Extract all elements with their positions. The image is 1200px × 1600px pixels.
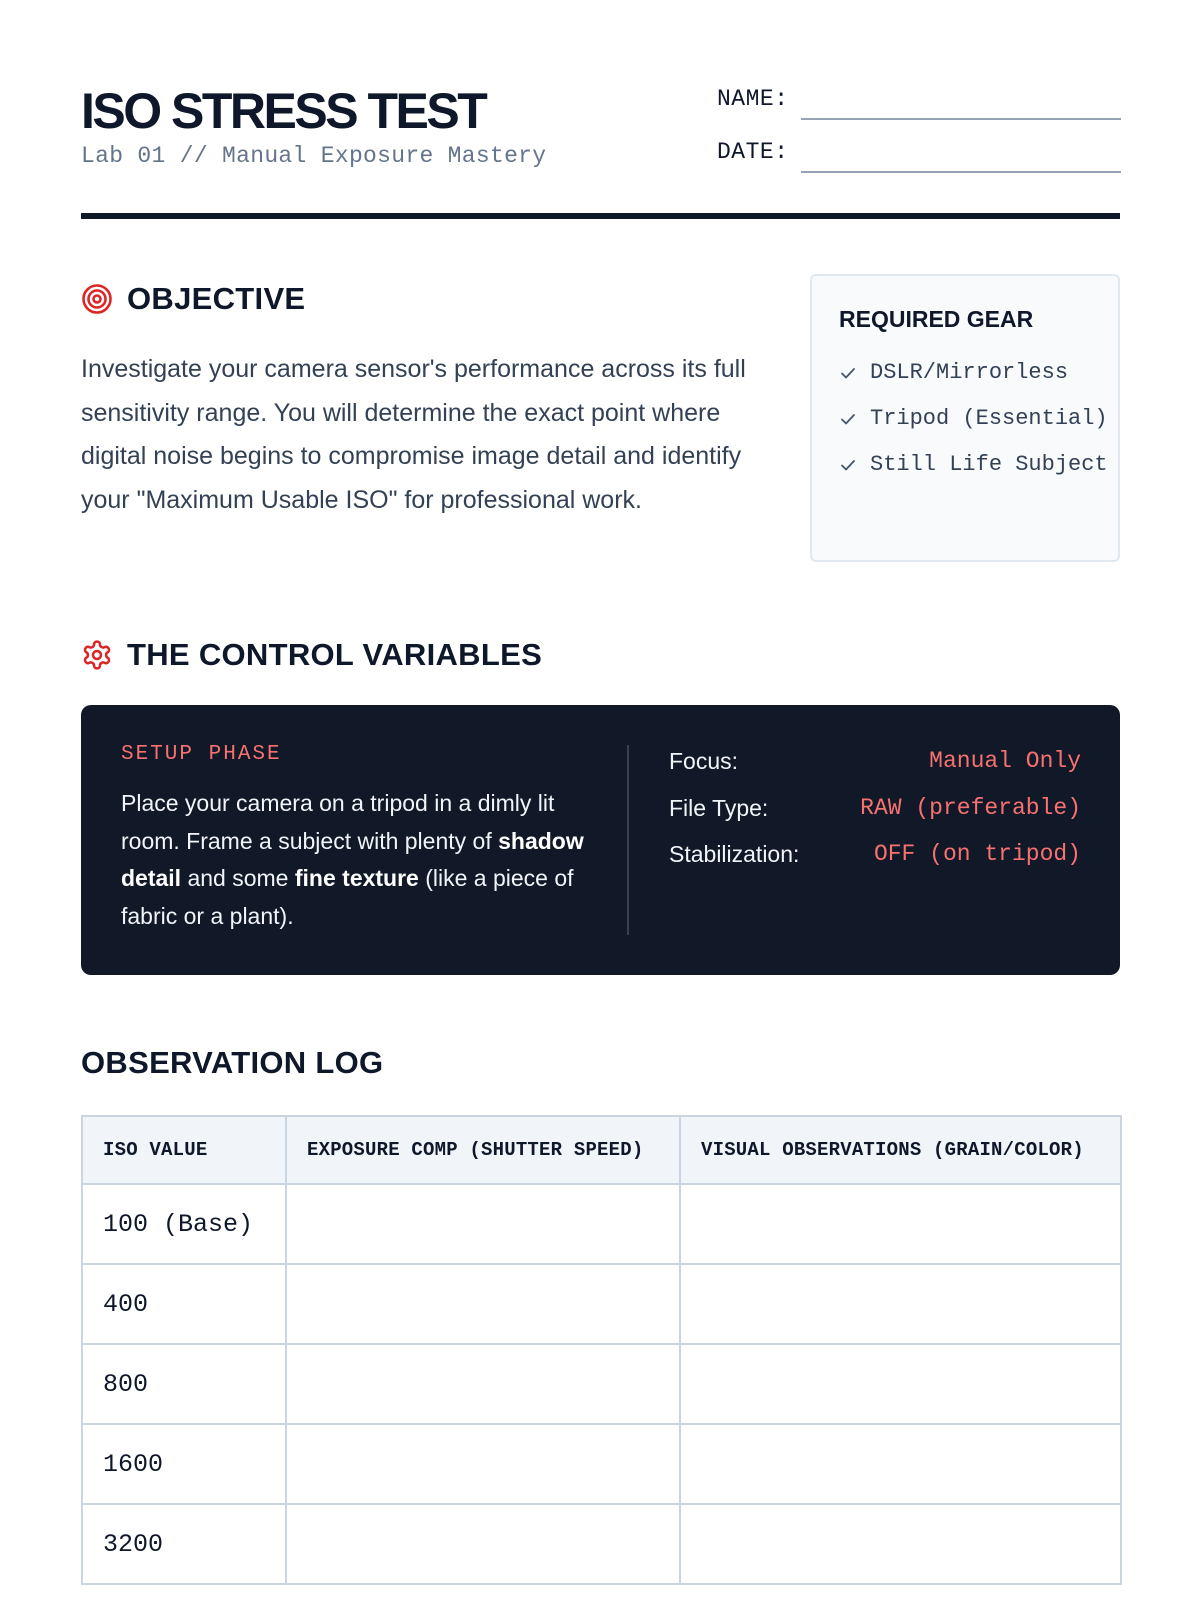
gear-item	[839, 448, 1109, 481]
setup-phase-label: SETUP PHASE	[121, 743, 282, 766]
header	[81, 0, 1120, 222]
visual-observations-cell[interactable]	[680, 1184, 1121, 1264]
table-row	[82, 1344, 1121, 1424]
header-divider	[81, 213, 1120, 219]
table-row	[82, 1504, 1121, 1584]
column-header-observations: VISUAL OBSERVATIONS (GRAIN/COLOR)	[680, 1116, 1121, 1184]
variable-value: Manual Only	[929, 748, 1081, 774]
setup-text-1: Place your camera on a tripod in a dimly lit room. Frame a subject with plenty of	[121, 790, 555, 854]
objective-title: OBJECTIVE	[127, 281, 306, 316]
gear-item-label: DSLR/Mirrorless	[870, 360, 1069, 385]
controls-title: THE CONTROL VARIABLES	[127, 637, 543, 672]
observation-log-title: OBSERVATION LOG	[81, 1045, 384, 1080]
setup-text-2: and some	[181, 865, 295, 891]
gear-icon	[81, 639, 113, 671]
observation-log-table	[81, 1115, 1122, 1585]
iso-value-cell: 100 (Base)	[82, 1184, 286, 1264]
control-variables-panel	[81, 705, 1120, 975]
exposure-comp-cell[interactable]	[286, 1184, 680, 1264]
required-gear-box	[810, 274, 1120, 562]
variable-stabilization	[669, 841, 1081, 868]
table-row	[82, 1184, 1121, 1264]
gear-item	[839, 356, 1109, 389]
setup-bold-texture: fine texture	[294, 865, 419, 891]
setup-instructions	[121, 785, 591, 935]
variable-value: OFF (on tripod)	[873, 841, 1081, 867]
variable-focus	[669, 748, 1081, 775]
visual-observations-cell[interactable]	[680, 1264, 1121, 1344]
variable-label: Stabilization:	[669, 841, 800, 867]
panel-divider	[627, 745, 629, 935]
iso-value-cell: 3200	[82, 1504, 286, 1584]
controls-heading	[81, 637, 542, 673]
visual-observations-cell[interactable]	[680, 1344, 1121, 1424]
table-row	[82, 1424, 1121, 1504]
page-title: ISO STRESS TEST	[81, 83, 486, 139]
variable-value: RAW (preferable)	[860, 795, 1081, 821]
page-subtitle: Lab 01 // Manual Exposure Mastery	[81, 143, 547, 169]
objective-heading	[81, 281, 305, 317]
target-icon	[81, 283, 113, 315]
variable-label: File Type:	[669, 795, 769, 821]
check-icon	[839, 410, 857, 428]
exposure-comp-cell[interactable]	[286, 1344, 680, 1424]
date-field[interactable]	[801, 171, 1121, 173]
gear-item-label: Still Life Subject	[870, 452, 1108, 477]
variable-file-type	[669, 795, 1081, 822]
exposure-comp-cell[interactable]	[286, 1264, 680, 1344]
gear-list	[839, 356, 1109, 494]
gear-item	[839, 402, 1109, 435]
table-header-row	[82, 1116, 1121, 1184]
setup-text-3: (like a piece of fabric or a plant).	[121, 865, 574, 929]
objective-text: Investigate your camera sensor's performance across its full sensitivity range. You will determine the exact point where digital noise begins to compromise image detail and identify your "Maximum Usable ISO" for professional work.	[81, 355, 746, 514]
setup-bold-shadow: shadow detail	[121, 827, 584, 891]
gear-title: REQUIRED GEAR	[839, 306, 1034, 332]
visual-observations-cell[interactable]	[680, 1424, 1121, 1504]
variable-label: Focus:	[669, 748, 739, 774]
name-label: NAME:	[717, 86, 789, 112]
table-row	[82, 1264, 1121, 1344]
exposure-comp-cell[interactable]	[286, 1424, 680, 1504]
visual-observations-cell[interactable]	[680, 1504, 1121, 1584]
gear-item-label: Tripod (Essential)	[870, 406, 1108, 431]
log-table-body	[82, 1184, 1121, 1584]
iso-value-cell: 800	[82, 1344, 286, 1424]
name-field[interactable]	[801, 118, 1121, 120]
column-header-exposure: EXPOSURE COMP (SHUTTER SPEED)	[286, 1116, 680, 1184]
date-label: DATE:	[717, 139, 789, 165]
check-icon	[839, 364, 857, 382]
iso-value-cell: 400	[82, 1264, 286, 1344]
column-header-iso: ISO VALUE	[82, 1116, 286, 1184]
exposure-comp-cell[interactable]	[286, 1504, 680, 1584]
iso-value-cell: 1600	[82, 1424, 286, 1504]
check-icon	[839, 456, 857, 474]
